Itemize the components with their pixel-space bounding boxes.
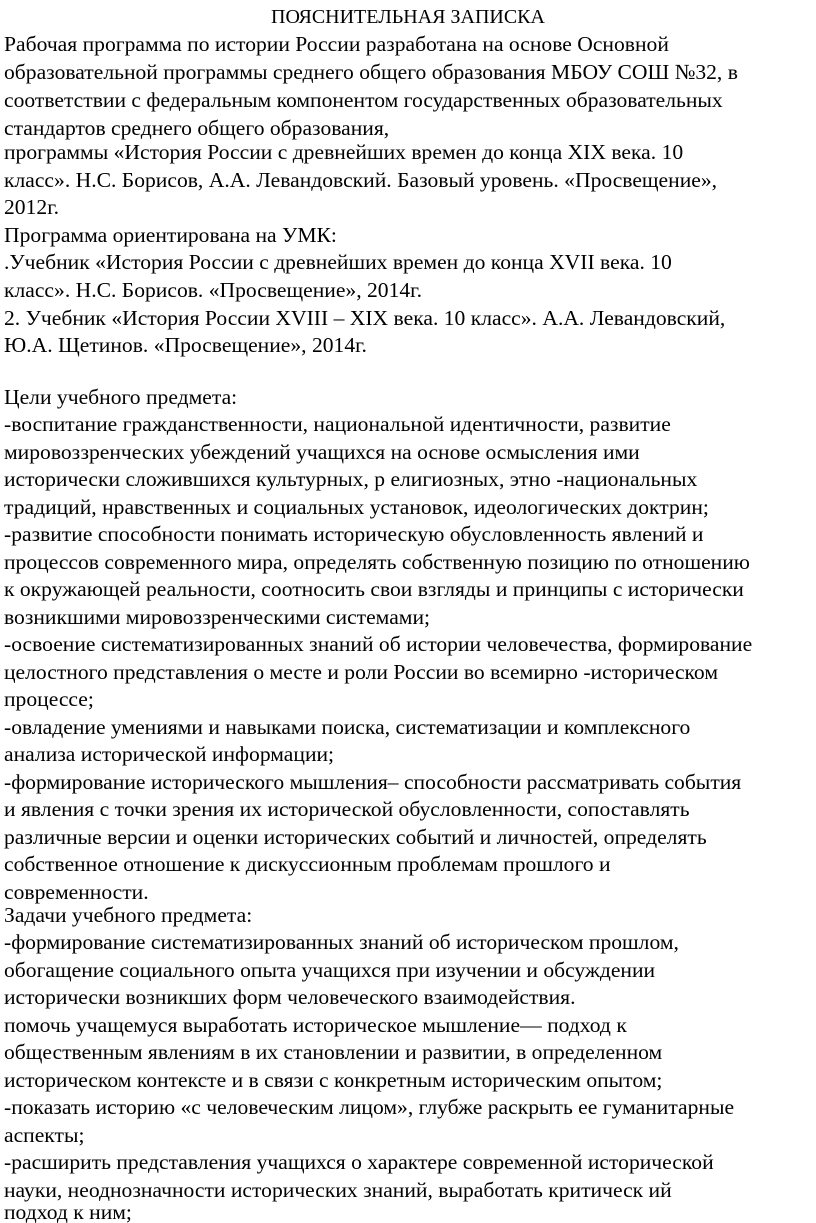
intro-line: стандартов среднего общего образования, [4, 116, 390, 140]
goals-line: -развитие способности понимать историческую обусловленность явлений и [4, 522, 704, 546]
goals-line: процессов современного мира, определять собственную позицию по отношению [4, 550, 750, 574]
goals-line: -овладение умениями и навыками поиска, систематизации и комплексного [4, 715, 691, 739]
intro-line: программы «История России с древнейших времен до конца XIX века. 10 [4, 140, 684, 164]
tasks-line: исторически возникших форм человеческого взаимодействия. [4, 985, 576, 1009]
goals-line: традиций, нравственных и социальных установок, идеологических доктрин; [4, 495, 709, 519]
textbook-line: .Учебник «История России с древнейших времен до конца XVII века. 10 [4, 250, 672, 274]
tasks-line: аспекты; [4, 1123, 85, 1147]
tasks-line: -показать историю «с человеческим лицом», глубже раскрыть ее гуманитарные [4, 1095, 735, 1119]
goals-line: возникшими мировоззренческими системами; [4, 605, 431, 629]
goals-heading: Цели учебного предмета: [4, 385, 238, 409]
goals-line: и явления с точки зрения их исторической обусловленности, сопоставлять [4, 797, 690, 821]
goals-line: -освоение систематизированных знаний об истории человечества, формирование [4, 632, 753, 656]
intro-line: образовательной программы среднего общего образования МБОУ СОШ №32, в [4, 60, 738, 84]
textbook-line: класс». Н.С. Борисов. «Просвещение», 2014г. [4, 278, 422, 302]
tasks-line: науки, неоднозначности исторических знаний, выработать критическ ий [4, 1178, 672, 1202]
goals-line: современности. [4, 880, 149, 904]
umk-heading: Программа ориентирована на УМК: [4, 223, 337, 247]
tasks-line: обогащение социального опыта учащихся при изучении и обсуждении [4, 958, 656, 982]
tasks-line: историческом контексте и в связи с конкретным историческим опытом; [4, 1068, 663, 1092]
textbook-line: 2. Учебник «История России XVIII – XIX века. 10 класс». А.А. Левандовский, [4, 306, 726, 330]
goals-line: исторически сложившихся культурных, р елигиозных, этно -национальных [4, 467, 698, 491]
tasks-line: помочь учащемуся выработать историческое мышление— подход к [4, 1013, 627, 1037]
goals-line: -формирование исторического мышления– способности рассматривать события [4, 770, 742, 794]
intro-line: класс». Н.С. Борисов, А.А. Левандовский. Базовый уровень. «Просвещение», [4, 168, 718, 192]
tasks-line: -формирование систематизированных знаний об историческом прошлом, [4, 930, 679, 954]
tasks-line: подход к ним; [4, 1200, 132, 1223]
goals-line: мировоззренческих убеждений учащихся на основе осмысления ими [4, 440, 640, 464]
tasks-heading: Задачи учебного предмета: [4, 903, 253, 927]
goals-line: различные версии и оценки исторических событий и личностей, определять [4, 825, 707, 849]
goals-line: анализа исторической информации; [4, 742, 335, 766]
intro-line: соответствии с федеральным компонентом государственных образовательных [4, 88, 723, 112]
goals-line: процессе; [4, 687, 94, 711]
goals-line: -воспитание гражданственности, национальной идентичности, развитие [4, 412, 671, 436]
goals-line: собственное отношение к дискуссионным проблемам прошлого и [4, 852, 611, 876]
intro-line: 2012г. [4, 195, 60, 219]
page-title: ПОЯСНИТЕЛЬНАЯ ЗАПИСКА [271, 6, 545, 28]
tasks-line: -расширить представления учащихся о характере современной исторической [4, 1150, 714, 1174]
tasks-line: общественным явлениям в их становлении и развитии, в определенном [4, 1040, 663, 1064]
goals-line: целостного представления о месте и роли России во всемирно -историческом [4, 660, 718, 684]
textbook-line: Ю.А. Щетинов. «Просвещение», 2014г. [4, 333, 367, 357]
goals-line: к окружающей реальности, соотносить свои взгляды и принципы с исторически [4, 577, 744, 601]
intro-line: Рабочая программа по истории России разработана на основе Основной [4, 32, 669, 56]
